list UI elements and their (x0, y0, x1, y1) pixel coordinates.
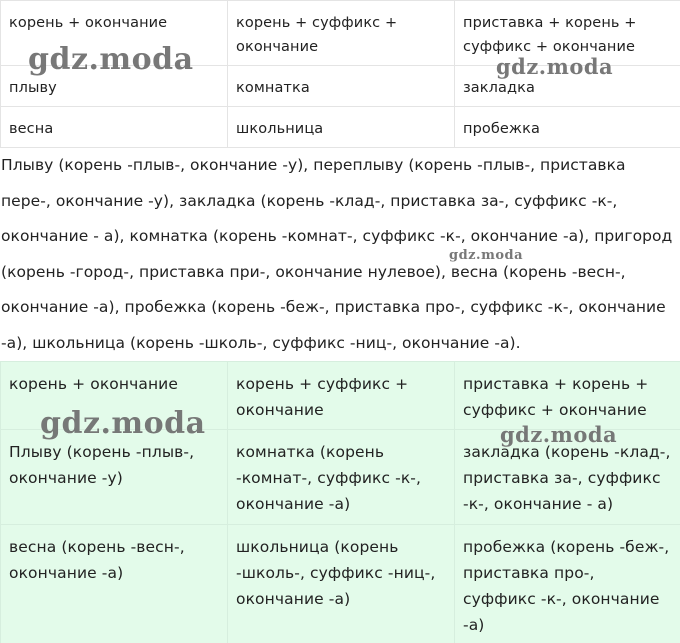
table-cell: корень + суффикс + окончание (228, 362, 455, 430)
table-header-row (1, 362, 680, 430)
table-row (1, 525, 680, 643)
watermark: gdz.moda (28, 42, 194, 77)
table-cell: корень + суффикс + окончание (228, 1, 455, 66)
table-cell: приставка + корень + суффикс + окончание (455, 362, 680, 430)
table-cell: плыву (1, 66, 228, 107)
table-cell: комнатка (228, 66, 455, 107)
watermark: gdz.moda (449, 248, 524, 263)
table-cell: Плыву (корень -плыв-, окончание -у) (1, 430, 228, 525)
watermark: gdz.moda (496, 54, 614, 79)
table-cell: комнатка (корень -комнат-, суффикс -к-, окончание -а) (228, 430, 455, 525)
table-cell: закладка (455, 66, 680, 107)
table-cell: школьница (228, 107, 455, 148)
table-cell: пробежка (455, 107, 680, 148)
table-cell: весна (корень -весн-, окончание -а) (1, 525, 228, 643)
explanation-paragraph: Плыву (корень -плыв-, окончание -у), переплыву (корень -плыв-, приставка пере-, окончание -у), закладка (корень -клад-, приставка за-, суффикс -к-, окончание - а), комнатка (корень -комнат-, суффикс -к-, окончание -а), пригород (корень -город-, приставка при-, окончание нулевое), весна (корень -весн-, окончание -а), пробежка (корень -беж-, приставка про-, суффикс -к-, окончание -а), школьница (корень -школь-, суффикс -ниц-, окончание -а). (1, 156, 673, 352)
table-cell: корень + окончание (1, 362, 228, 430)
table-cell: пробежка (корень -беж-, приставка про-, суффикс -к-, окончание -а) (455, 525, 680, 643)
morpheme-table-bottom (0, 361, 680, 643)
table-cell: весна (1, 107, 228, 148)
table-cell: школьница (корень -школь-, суффикс -ниц-, окончание -а) (228, 525, 455, 643)
table-cell: корень + окончание (1, 1, 228, 66)
table-row (1, 107, 680, 148)
table-header-row (1, 1, 680, 66)
watermark: gdz.moda (500, 422, 618, 447)
table-row (1, 66, 680, 107)
table-cell: закладка (корень -клад-, приставка за-, суффикс -к-, окончание - а) (455, 430, 680, 525)
morpheme-table-top (0, 0, 680, 148)
table-cell: приставка + корень + суффикс + окончание (455, 1, 680, 66)
table-row (1, 430, 680, 525)
watermark: gdz.moda (40, 406, 206, 441)
